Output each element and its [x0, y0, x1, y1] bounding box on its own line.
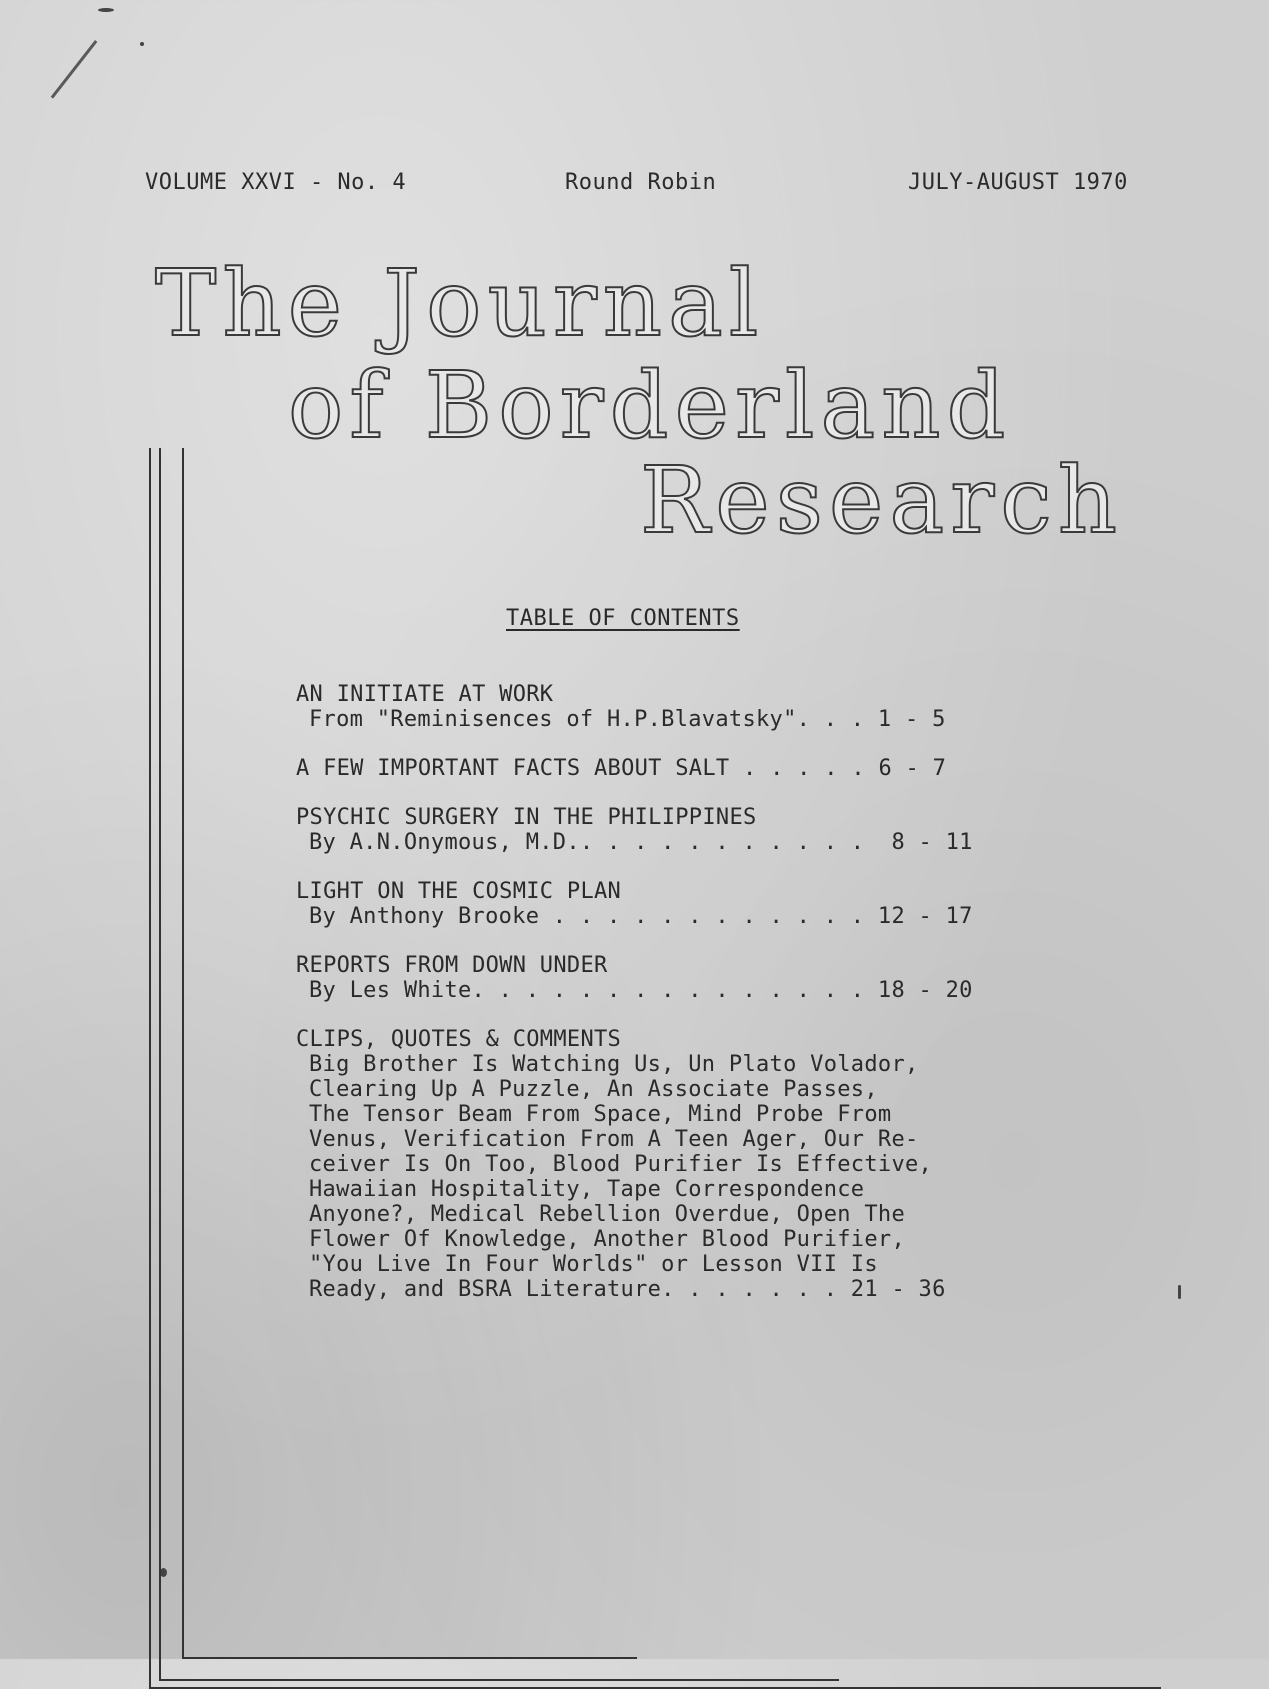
toc-entry-author: By Les White. . . . . . . . . . . . . . . 18 - 20	[309, 978, 973, 1003]
toc-entry-author: By A.N.Onymous, M.D.. . . . . . . . . . . 8 - 11	[309, 830, 973, 855]
toc-title: TABLE OF CONTENTS	[506, 606, 740, 631]
toc-entry-desc-line: ceiver Is On Too, Blood Purifier Is Effective,	[309, 1152, 933, 1177]
frame-vertical-outer	[149, 448, 151, 1688]
edition-name: Round Robin	[565, 170, 717, 195]
toc-entry	[296, 953, 1036, 1003]
paper-speck	[1178, 1285, 1181, 1299]
frame-vertical-inner	[182, 448, 184, 1658]
masthead-line-3: Research	[640, 447, 1123, 554]
toc-entry-title: REPORTS FROM DOWN UNDER	[296, 953, 608, 978]
toc-entry-author: By Anthony Brooke . . . . . . . . . . . . 12 - 17	[309, 904, 973, 929]
issue-date: JULY-AUGUST 1970	[908, 170, 1128, 195]
toc-entry-title: AN INITIATE AT WORK	[296, 682, 554, 707]
toc-entry-desc-line: Clearing Up A Puzzle, An Associate Passes,	[309, 1077, 878, 1102]
frame-bottom-middle	[159, 1679, 839, 1681]
toc-entry-desc-line: Anyone?, Medical Rebellion Overdue, Open The	[309, 1202, 905, 1227]
toc-entry	[296, 1027, 1036, 1302]
toc-entry	[296, 682, 1036, 732]
toc-entry-title: A FEW IMPORTANT FACTS ABOUT SALT . . . . . 6 - 7	[296, 756, 947, 781]
masthead-line-2: of Borderland	[288, 352, 1012, 459]
volume-number: VOLUME XXVI - No. 4	[145, 170, 407, 195]
toc-entry-desc-line: The Tensor Beam From Space, Mind Probe From	[309, 1102, 892, 1127]
table-of-contents	[296, 682, 1036, 1326]
toc-entry-title: LIGHT ON THE COSMIC PLAN	[296, 879, 622, 904]
toc-entry	[296, 879, 1036, 929]
toc-entry-source: From "Reminisences of H.P.Blavatsky". . . 1 - 5	[309, 707, 946, 732]
toc-entry-title: PSYCHIC SURGERY IN THE PHILIPPINES	[296, 805, 757, 830]
frame-vertical-middle	[159, 448, 161, 1680]
paper-speck	[140, 42, 144, 46]
toc-entry-title: CLIPS, QUOTES & COMMENTS	[296, 1027, 622, 1052]
toc-entry-desc-line: Hawaiian Hospitality, Tape Correspondence	[309, 1177, 865, 1202]
toc-entry-desc-line: Ready, and BSRA Literature. . . . . . . 21 - 36	[309, 1277, 946, 1302]
masthead-line-1: The Journal	[155, 250, 765, 357]
toc-entry-desc-line: "You Live In Four Worlds" or Lesson VII Is	[309, 1252, 878, 1277]
toc-entry-desc-line: Big Brother Is Watching Us, Un Plato Volador,	[309, 1052, 919, 1077]
toc-entry-desc-line: Venus, Verification From A Teen Ager, Our Re-	[309, 1127, 919, 1152]
toc-entry	[296, 805, 1036, 855]
toc-entry-desc-line: Flower Of Knowledge, Another Blood Purifier,	[309, 1227, 905, 1252]
toc-entry	[296, 756, 1036, 781]
paper-speck	[98, 8, 114, 12]
paper-speck	[160, 1568, 167, 1577]
paper-scratch-mark	[51, 40, 98, 99]
